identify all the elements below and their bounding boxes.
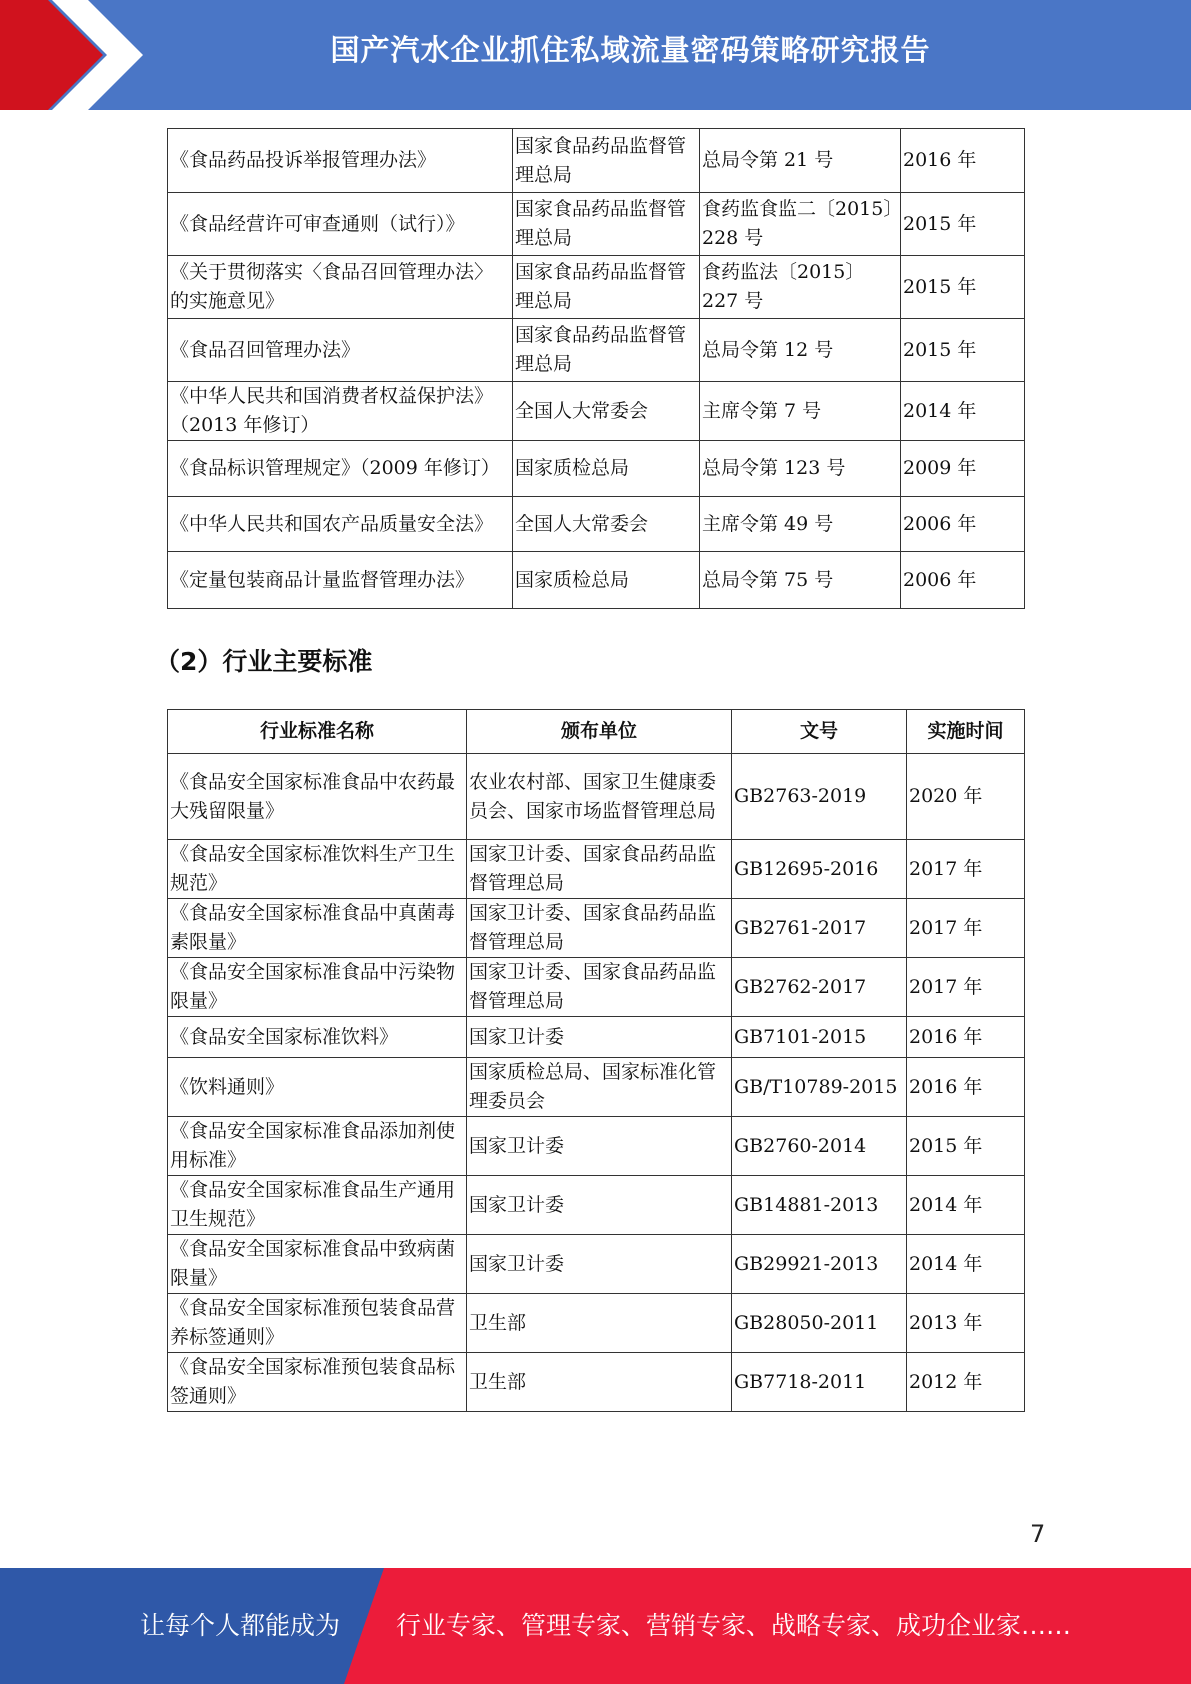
issuing-body: 国家卫计委 (467, 1235, 732, 1294)
issuing-body: 卫生部 (467, 1353, 732, 1412)
issuing-body: 国家卫计委 (467, 1017, 732, 1058)
document-number: GB2761-2017 (732, 899, 907, 958)
table-row (168, 497, 1025, 552)
table-row (168, 256, 1025, 319)
effective-date: 2020 年 (907, 754, 1025, 840)
issuing-body: 国家质检总局、国家标准化管理委员会 (467, 1058, 732, 1117)
page-number: 7 (1030, 1520, 1046, 1548)
standard-name: 《食品安全国家标准食品中致病菌限量》 (168, 1235, 467, 1294)
page-header (0, 0, 1191, 110)
table-row (168, 1353, 1025, 1412)
issuing-body: 国家食品药品监督管理总局 (513, 193, 700, 256)
effective-date: 2017 年 (907, 899, 1025, 958)
document-number: GB/T10789-2015 (732, 1058, 907, 1117)
year: 2014 年 (901, 382, 1025, 441)
regulations-table (167, 128, 1025, 609)
table-row (168, 382, 1025, 441)
standards-table (167, 709, 1025, 1412)
standard-name: 《食品安全国家标准预包装食品标签通则》 (168, 1353, 467, 1412)
regulation-name: 《食品召回管理办法》 (168, 319, 513, 382)
document-number: GB29921-2013 (732, 1235, 907, 1294)
effective-date: 2016 年 (907, 1058, 1025, 1117)
regulation-name: 《中华人民共和国农产品质量安全法》 (168, 497, 513, 552)
effective-date: 2012 年 (907, 1353, 1025, 1412)
table-row (168, 840, 1025, 899)
document-number: GB7101-2015 (732, 1017, 907, 1058)
chevron-arrow-icon (0, 0, 160, 110)
regulation-name: 《中华人民共和国消费者权益保护法》（2013 年修订） (168, 382, 513, 441)
regulation-name: 《食品药品投诉举报管理办法》 (168, 129, 513, 193)
table-row (168, 958, 1025, 1017)
year: 2015 年 (901, 193, 1025, 256)
issuing-body: 国家卫计委、国家食品药品监督管理总局 (467, 840, 732, 899)
issuing-body: 全国人大常委会 (513, 382, 700, 441)
document-number: 总局令第 75 号 (700, 552, 901, 609)
year: 2006 年 (901, 552, 1025, 609)
column-header-issuing-body: 颁布单位 (467, 710, 732, 754)
issuing-body: 国家卫计委 (467, 1117, 732, 1176)
document-number: GB12695-2016 (732, 840, 907, 899)
issuing-body: 国家食品药品监督管理总局 (513, 256, 700, 319)
column-header-standard-name: 行业标准名称 (168, 710, 467, 754)
effective-date: 2014 年 (907, 1235, 1025, 1294)
year: 2015 年 (901, 319, 1025, 382)
regulation-name: 《食品经营许可审查通则（试行）》 (168, 193, 513, 256)
year: 2015 年 (901, 256, 1025, 319)
document-number: 总局令第 123 号 (700, 441, 901, 497)
document-number: GB14881-2013 (732, 1176, 907, 1235)
regulation-name: 《食品标识管理规定》（2009 年修订） (168, 441, 513, 497)
issuing-body: 国家质检总局 (513, 441, 700, 497)
year: 2006 年 (901, 497, 1025, 552)
effective-date: 2013 年 (907, 1294, 1025, 1353)
table-row (168, 129, 1025, 193)
table-row (168, 319, 1025, 382)
table-row (168, 1117, 1025, 1176)
table-row (168, 441, 1025, 497)
issuing-body: 卫生部 (467, 1294, 732, 1353)
issuing-body: 国家食品药品监督管理总局 (513, 319, 700, 382)
report-title: 国产汽水企业抓住私域流量密码策略研究报告 (330, 33, 931, 67)
issuing-body: 国家卫计委 (467, 1176, 732, 1235)
table-row (168, 193, 1025, 256)
issuing-body: 农业农村部、国家卫生健康委员会、国家市场监督管理总局 (467, 754, 732, 840)
standard-name: 《食品安全国家标准食品中真菌毒素限量》 (168, 899, 467, 958)
issuing-body: 国家卫计委、国家食品药品监督管理总局 (467, 899, 732, 958)
standard-name: 《食品安全国家标准饮料》 (168, 1017, 467, 1058)
document-number: GB7718-2011 (732, 1353, 907, 1412)
document-number: 主席令第 49 号 (700, 497, 901, 552)
standard-name: 《饮料通则》 (168, 1058, 467, 1117)
issuing-body: 国家食品药品监督管理总局 (513, 129, 700, 193)
table-row (168, 552, 1025, 609)
issuing-body: 全国人大常委会 (513, 497, 700, 552)
document-number: 食药监食监二〔2015〕228 号 (700, 193, 901, 256)
effective-date: 2014 年 (907, 1176, 1025, 1235)
standard-name: 《食品安全国家标准食品添加剂使用标准》 (168, 1117, 467, 1176)
section-heading: （2）行业主要标准 (155, 647, 373, 676)
issuing-body: 国家质检总局 (513, 552, 700, 609)
table-row (168, 1235, 1025, 1294)
footer-slogan-roles: 行业专家、管理专家、营销专家、战略专家、成功企业家…… (396, 1611, 1072, 1640)
document-number: GB2763-2019 (732, 754, 907, 840)
effective-date: 2015 年 (907, 1117, 1025, 1176)
column-header-effective-date: 实施时间 (907, 710, 1025, 754)
effective-date: 2016 年 (907, 1017, 1025, 1058)
table-row (168, 1017, 1025, 1058)
table-row (168, 1176, 1025, 1235)
regulation-name: 《定量包装商品计量监督管理办法》 (168, 552, 513, 609)
table-row (168, 899, 1025, 958)
standard-name: 《食品安全国家标准饮料生产卫生规范》 (168, 840, 467, 899)
document-number: GB2762-2017 (732, 958, 907, 1017)
document-number: 食药监法〔2015〕227 号 (700, 256, 901, 319)
year: 2016 年 (901, 129, 1025, 193)
standard-name: 《食品安全国家标准食品中农药最大残留限量》 (168, 754, 467, 840)
standard-name: 《食品安全国家标准食品生产通用卫生规范》 (168, 1176, 467, 1235)
year: 2009 年 (901, 441, 1025, 497)
issuing-body: 国家卫计委、国家食品药品监督管理总局 (467, 958, 732, 1017)
column-header-document-number: 文号 (732, 710, 907, 754)
table-row (168, 1058, 1025, 1117)
table-row (168, 1294, 1025, 1353)
effective-date: 2017 年 (907, 840, 1025, 899)
document-number: 总局令第 12 号 (700, 319, 901, 382)
document-number: GB2760-2014 (732, 1117, 907, 1176)
regulation-name: 《关于贯彻落实〈食品召回管理办法〉的实施意见》 (168, 256, 513, 319)
document-number: 主席令第 7 号 (700, 382, 901, 441)
standard-name: 《食品安全国家标准食品中污染物限量》 (168, 958, 467, 1017)
effective-date: 2017 年 (907, 958, 1025, 1017)
standard-name: 《食品安全国家标准预包装食品营养标签通则》 (168, 1294, 467, 1353)
document-number: GB28050-2011 (732, 1294, 907, 1353)
footer-slogan-lead: 让每个人都能成为 (140, 1611, 341, 1640)
document-number: 总局令第 21 号 (700, 129, 901, 193)
table-row (168, 754, 1025, 840)
page-footer (0, 1568, 1191, 1684)
table-header-row (168, 710, 1025, 754)
